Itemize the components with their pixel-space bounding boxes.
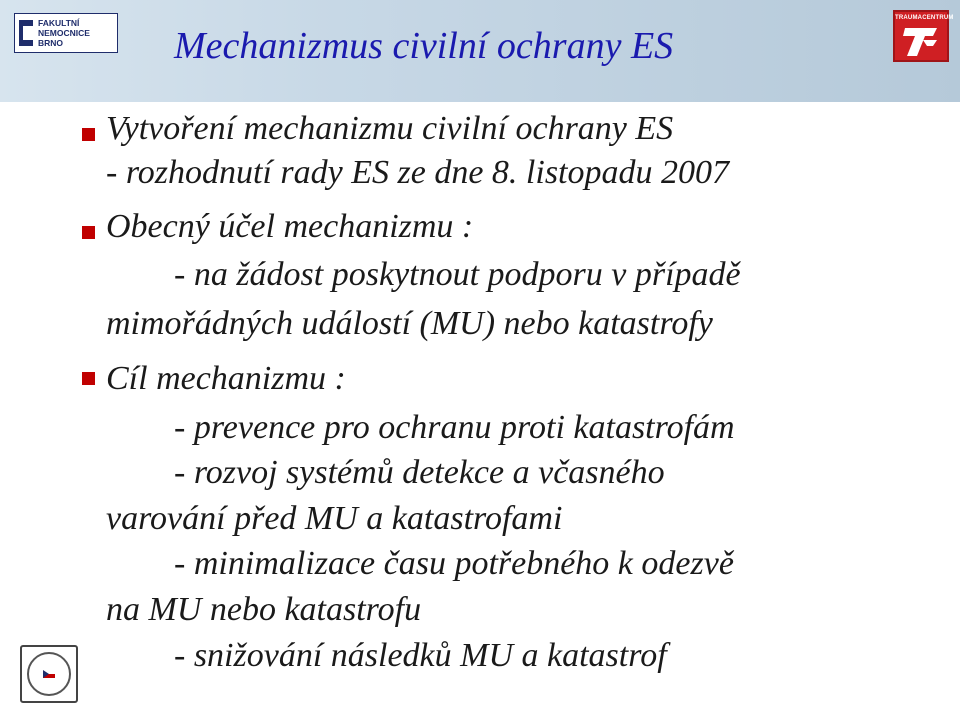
czech-flag-icon [43, 670, 55, 678]
coordination-stamp-icon [20, 645, 78, 703]
stamp-circle [27, 652, 71, 696]
bullet-line: Obecný účel mechanizmu : [106, 208, 474, 245]
bullet-subline: - minimalizace času potřebného k odezvě [174, 545, 734, 582]
bullet-subline: - na žádost poskytnout podporu v případě [174, 256, 741, 293]
bullet-subline: - rozvoj systémů detekce a včasného [174, 454, 665, 491]
bullet-subline: na MU nebo katastrofu [106, 591, 422, 628]
bullet-square-icon [82, 128, 95, 141]
bullet-subline: - snižování následků MU a katastrof [174, 637, 667, 674]
hospital-logo-text: FAKULTNÍ NEMOCNICE BRNO [38, 18, 90, 48]
traumacentrum-logo-text: TRAUMACENTRUM [895, 15, 954, 21]
bullet-subline: - prevence pro ochranu proti katastrofám [174, 409, 735, 446]
bullet-line: Vytvoření mechanizmu civilní ochrany ES [106, 110, 674, 147]
bullet-square-icon [82, 226, 95, 239]
bullet-subline: mimořádných událostí (MU) nebo katastrofy [106, 305, 713, 342]
bullet-subline: varování před MU a katastrofami [106, 500, 563, 537]
bullet-line: Cíl mechanizmu : [106, 360, 346, 397]
slide-title: Mechanizmus civilní ochrany ES [174, 25, 674, 67]
bullet-subline: - rozhodnutí rady ES ze dne 8. listopadu 2007 [106, 154, 729, 191]
bullet-square-icon [82, 372, 95, 385]
